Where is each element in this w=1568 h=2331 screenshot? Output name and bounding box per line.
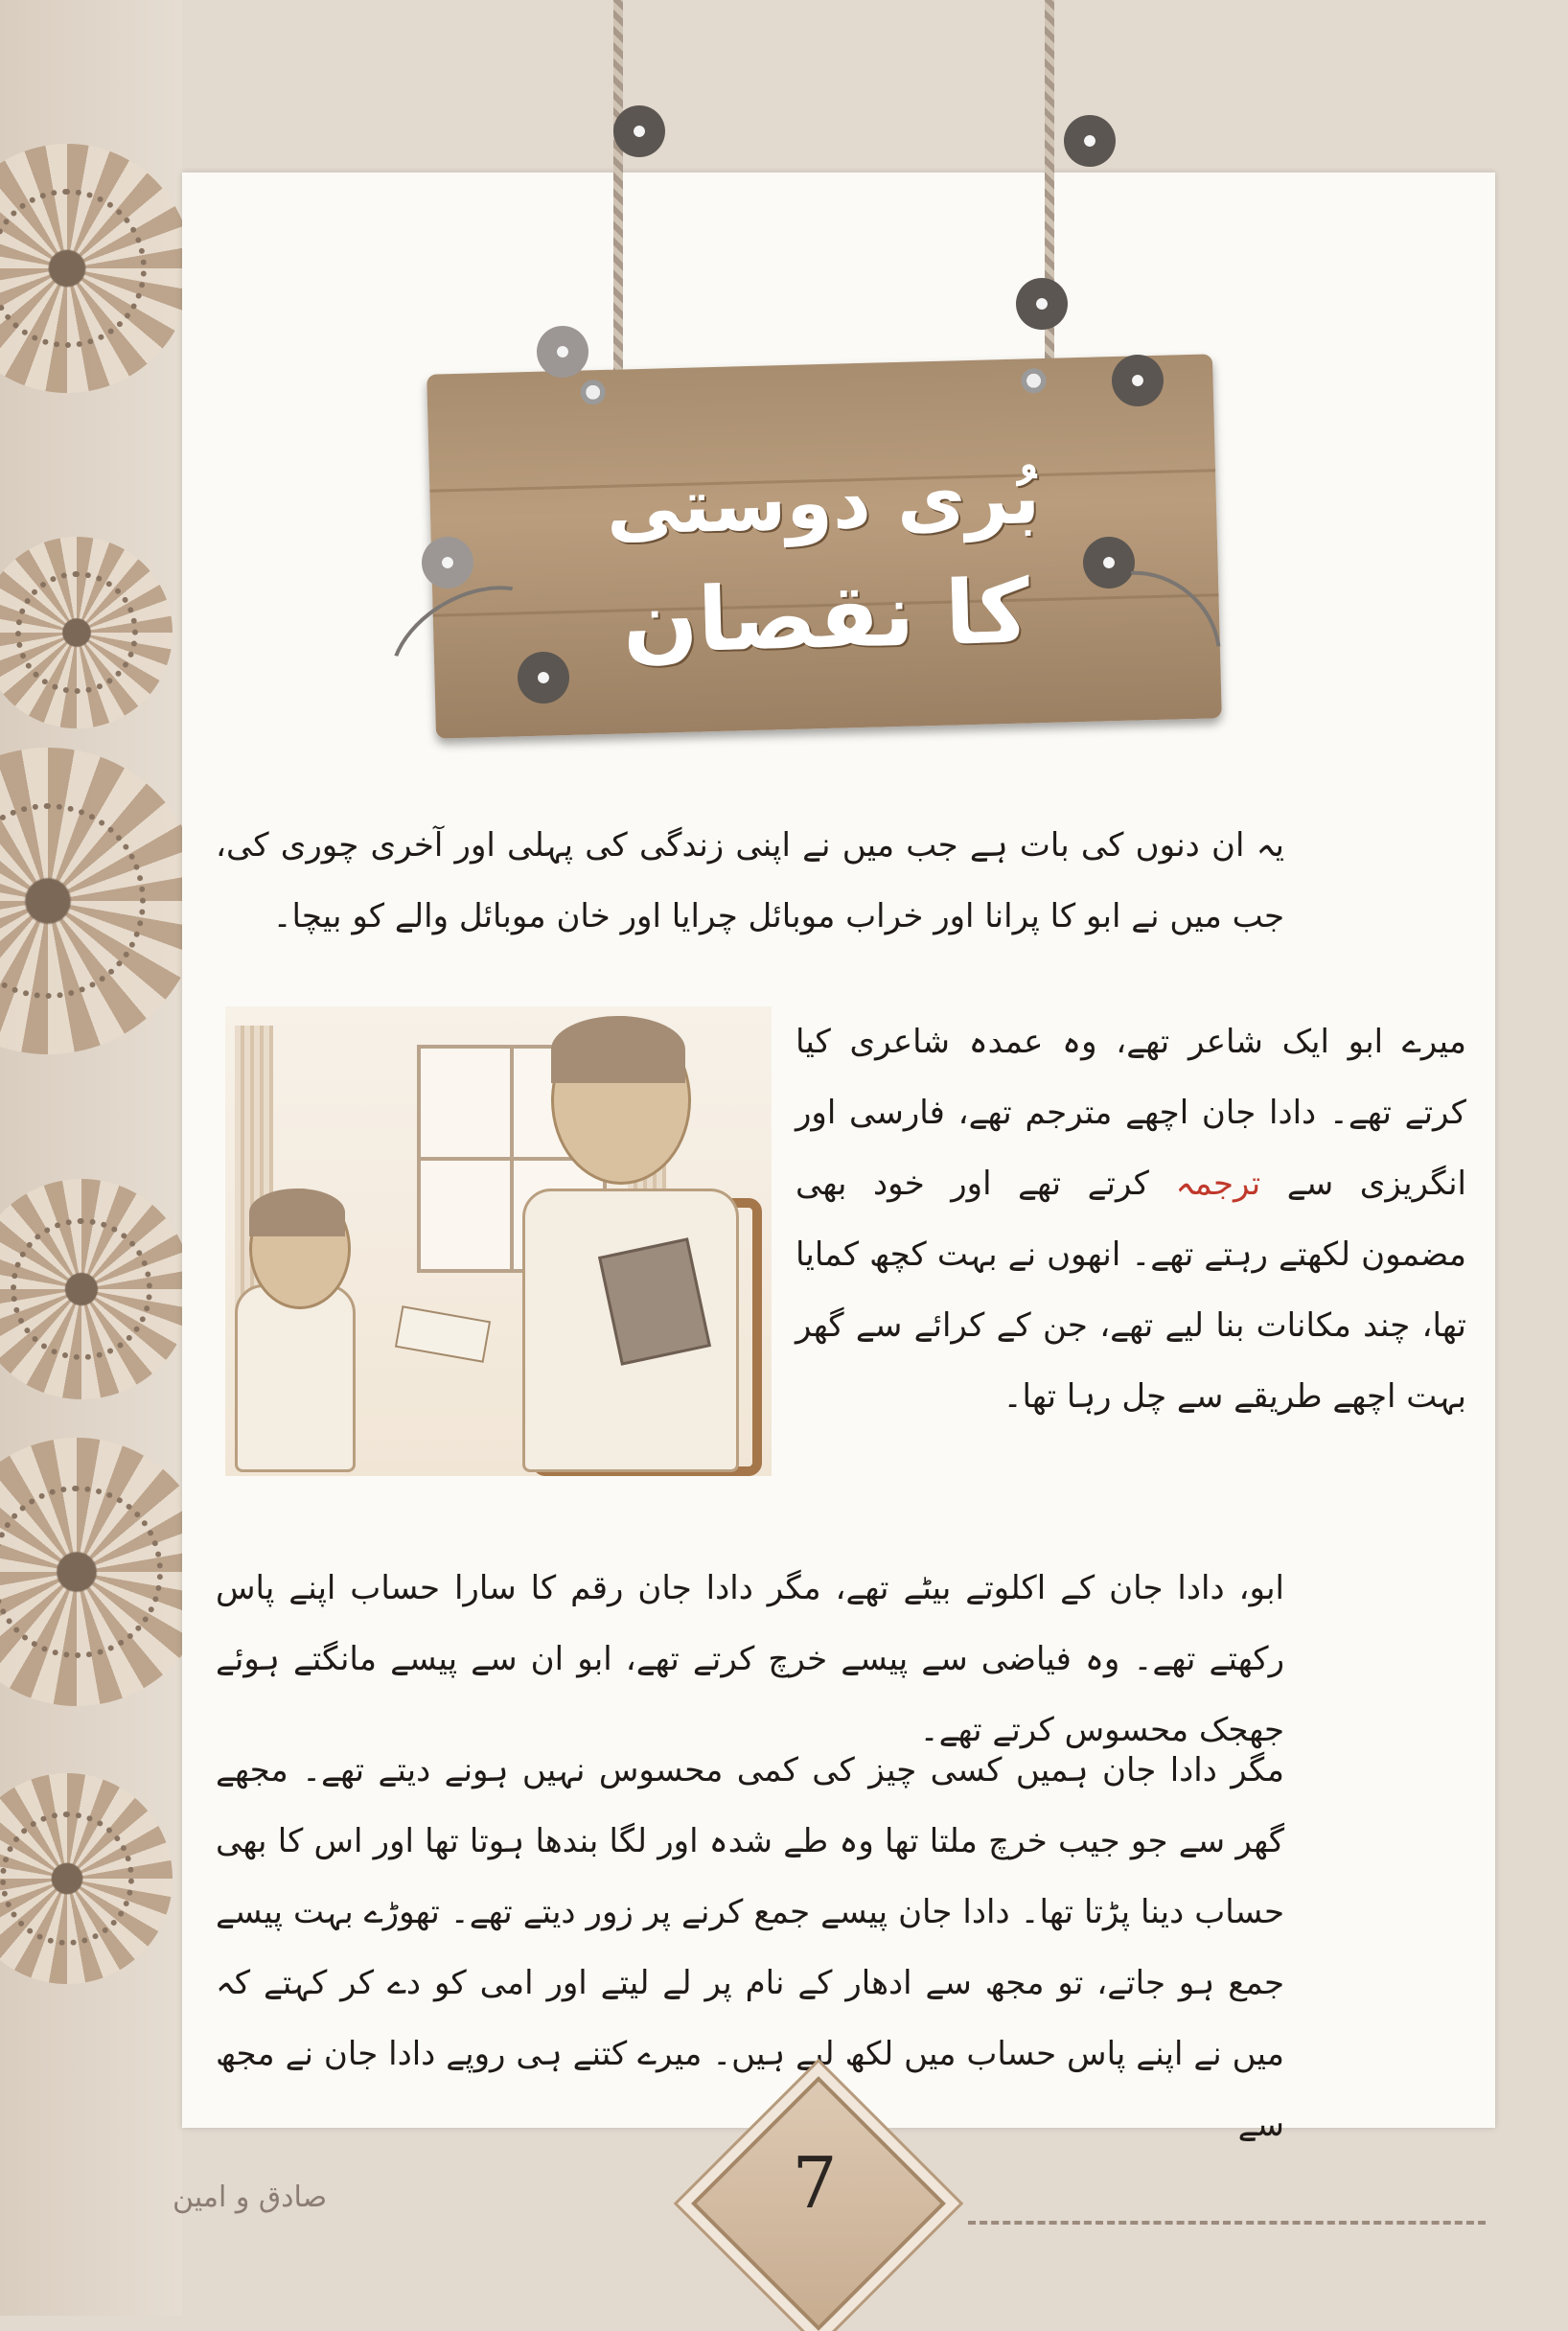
- flower-icon: [422, 537, 473, 589]
- mandala-ornament: [0, 537, 173, 728]
- mandala-ornament: [0, 1438, 211, 1706]
- nail-icon: [580, 380, 606, 405]
- flower-icon: [537, 326, 588, 378]
- child-figure: [235, 1284, 356, 1472]
- title-line-1: بُری دوستی: [605, 454, 1042, 552]
- money-note: [395, 1305, 491, 1363]
- paragraph-1: یہ ان دنوں کی بات ہے جب میں نے اپنی زندگی کی پہلی اور آخری چوری کی، جب میں نے ابو کا پرانا اور خراب موبائل چرایا اور خان موبائل والے کو بیچا۔: [216, 826, 1284, 935]
- flower-icon: [613, 105, 665, 157]
- footer-divider: [968, 2221, 1486, 2225]
- paragraph-2-text-end: کرتے تھے اور خود بھی مضمون لکھتے رہتے تھے۔ انھوں نے بہت کچھ کمایا تھا، چند مکانات بنا لیے تھے، جن کے کرائے سے گھر بہت اچھے طریقے سے چل رہا تھا۔: [796, 1165, 1466, 1416]
- flower-icon: [1112, 355, 1164, 406]
- mandala-ornament: [0, 748, 201, 1054]
- nail-icon: [1021, 368, 1047, 394]
- highlighted-word: ترجمہ: [1175, 1165, 1261, 1203]
- mandala-ornament: [0, 1773, 173, 1984]
- decorative-border: [0, 0, 182, 2316]
- flower-icon: [1064, 115, 1116, 167]
- title-line-2: کا نقصان: [621, 560, 1031, 674]
- mandala-ornament: [0, 1179, 192, 1399]
- paragraph-2: [796, 1006, 1466, 1432]
- mandala-ornament: [0, 144, 192, 393]
- paragraph-2-text: میرے ابو ایک شاعر تھے، وہ عمدہ شاعری کیا کرتے تھے۔ دادا جان اچھے مترجم تھے، فارسی اور انگریزی سے: [796, 1023, 1467, 1203]
- hanging-rope: [613, 0, 623, 383]
- paragraph-3: ابو، دادا جان کے اکلوتے بیٹے تھے، مگر دادا جان رقم کا سارا حساب اپنے پاس رکھتے تھے۔ وہ فیاضی سے پیسے خرچ کرتے تھے، ابو ان سے پیسے مانگتے ہوئے جھجک محسوس کرتے تھے۔: [216, 1569, 1284, 1749]
- paragraph-4: مگر دادا جان ہمیں کسی چیز کی کمی محسوس نہیں ہونے دیتے تھے۔ مجھے گھر سے جو جیب خرچ ملتا تھا وہ طے شدہ اور لگا بندھا ہوتا تھا اور اس کا بھی حساب دینا پڑتا تھا۔ دادا جان پیسے جمع کرنے پر زور دیتے تھے۔ تھوڑے بہت پیسے جمع ہو جاتے، تو مجھ سے ادھار کے نام پر لے لیتے اور امی کو دے کر کہتے کہ میں نے اپنے پاس حساب میں لکھ لیے ہیں۔ میرے کتنے ہی روپے دادا جان نے مجھ سے: [216, 1751, 1284, 2144]
- story-illustration: [225, 1006, 772, 1476]
- footer-brand: صادق و امین: [173, 2181, 328, 2214]
- page-number: 7: [792, 2142, 838, 2225]
- flower-icon: [1016, 278, 1068, 330]
